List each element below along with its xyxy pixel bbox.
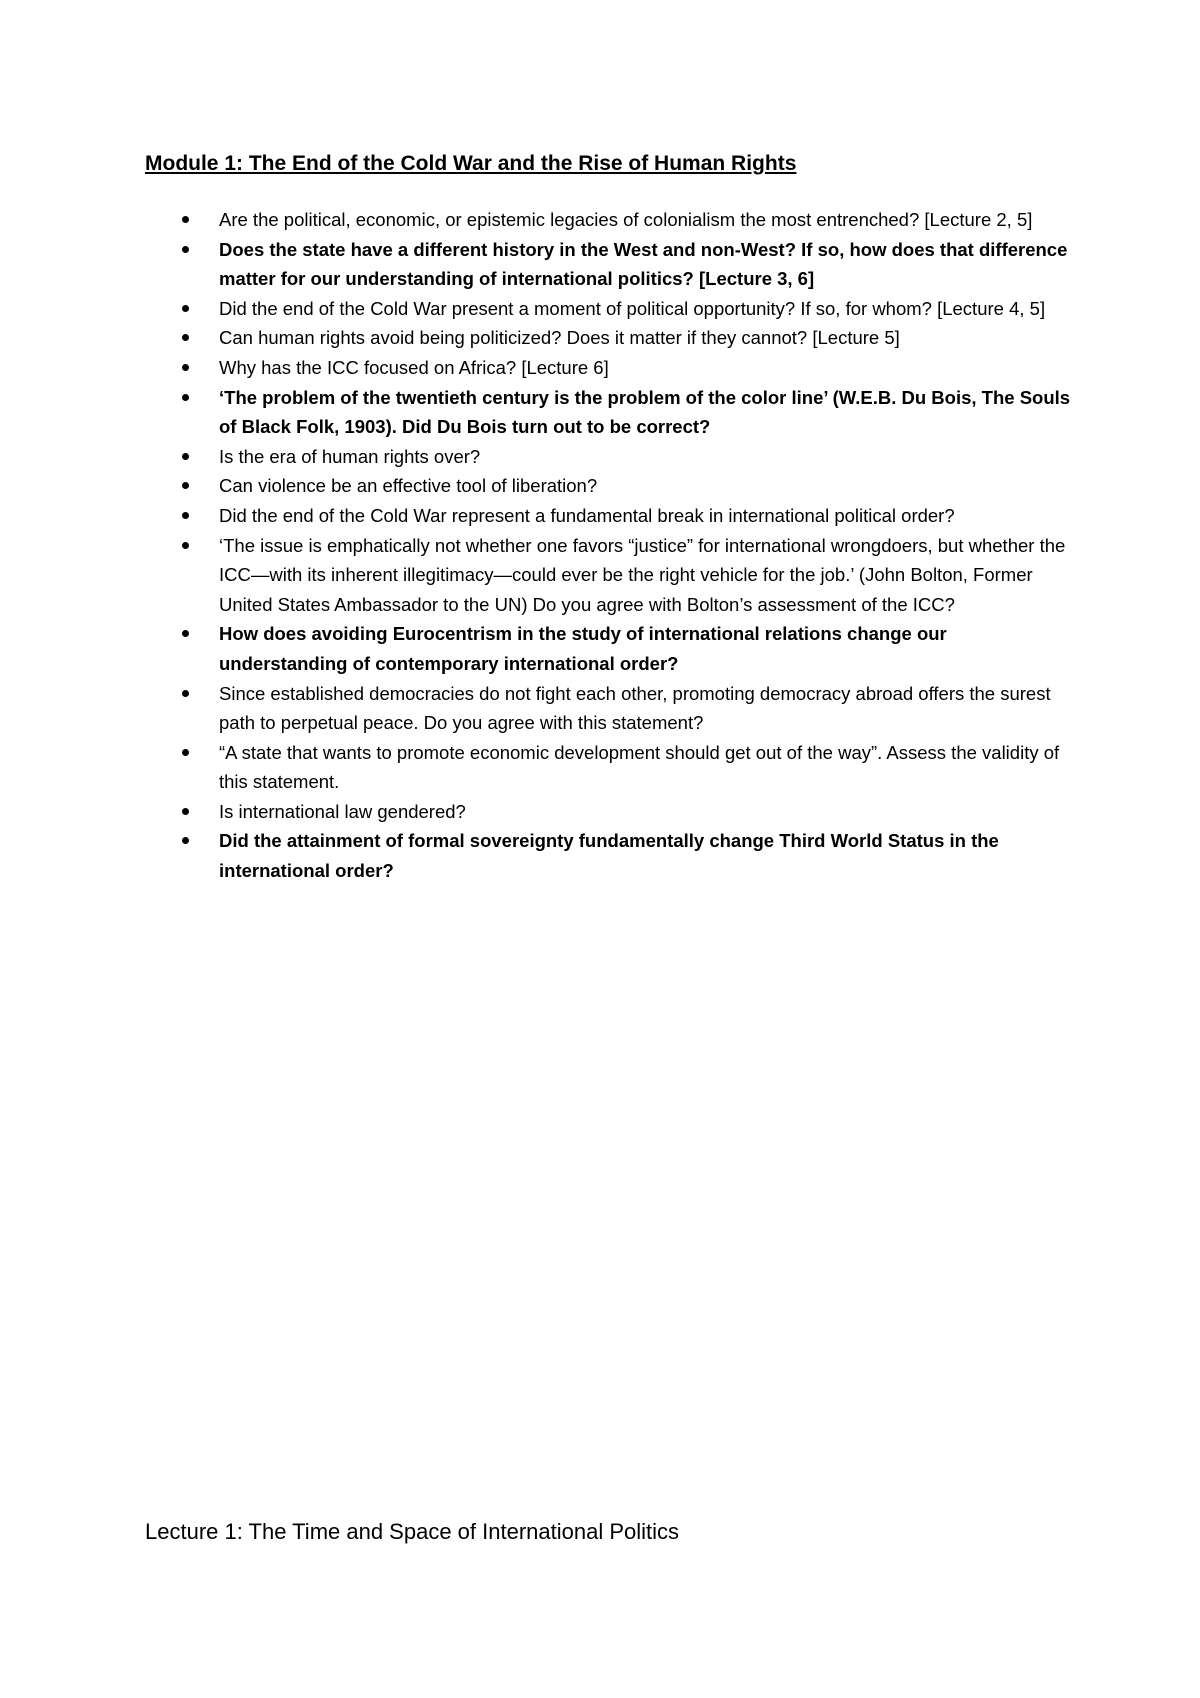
question-text: Does the state have a different history in the West and non-West? If so, how does that difference matter for our understanding of international politics? [Lecture 3, 6] [219,238,1068,290]
question-text: Did the end of the Cold War present a moment of political opportunity? If so, for whom? [Lecture 4, 5] [219,297,1046,319]
question-item [145,797,1075,827]
question-item [145,323,1075,353]
question-text: Are the political, economic, or epistemic legacies of colonialism the most entrenched? [Lecture 2, 5] [219,209,1033,230]
question-item [145,205,1075,235]
question-text: ‘The issue is emphatically not whether one favors “justice” for international wrongdoers, but whether the ICC—with its inherent illegitimacy—could ever be the right vehicle for the job.’ (John Bolton, Former United States Ambassador to the UN) Do you agree with Bolton’s assessment of the ICC? [219,534,1066,615]
question-item [145,619,1075,678]
bullet-icon [182,334,189,341]
bullet-icon [182,630,189,637]
question-item [145,235,1075,294]
module-title: Module 1: The End of the Cold War and the Rise of Human Rights [145,152,797,175]
question-text: Did the end of the Cold War represent a fundamental break in international political order? [219,504,955,526]
bullet-icon [182,837,189,844]
bullet-icon [182,453,189,460]
question-list [145,205,1075,886]
bullet-icon [182,246,189,253]
question-text: “A state that wants to promote economic development should get out of the way”. Assess the validity of this statement. [219,741,1060,793]
question-item [145,501,1075,531]
question-item [145,294,1075,324]
question-item [145,353,1075,383]
question-text: How does avoiding Eurocentrism in the study of international relations change our understanding of contemporary international order? [219,623,947,674]
bullet-icon [182,542,189,549]
bullet-icon [182,305,189,312]
lecture-title: Lecture 1: The Time and Space of International Politics [145,1519,680,1544]
bullet-icon [182,690,189,697]
question-item [145,738,1075,797]
bullet-icon [182,216,189,223]
question-text: Is international law gendered? [219,800,466,822]
bullet-icon [182,482,189,489]
question-item [145,442,1075,472]
bullet-icon [182,394,189,401]
bullet-icon [182,512,189,519]
question-text: Since established democracies do not fight each other, promoting democracy abroad offers the surest path to perpetual peace. Do you agree with this statement? [219,682,1051,734]
question-text: Did the attainment of formal sovereignty fundamentally change Third World Status in the international order? [219,830,999,882]
bullet-icon [182,808,189,815]
question-text: Is the era of human rights over? [219,445,481,467]
question-text: Why has the ICC focused on Africa? [Lecture 6] [219,356,609,378]
bullet-icon [182,749,189,756]
question-item [145,826,1075,885]
question-text: ‘The problem of the twentieth century is the problem of the color line’ (W.E.B. Du Bois, The Souls of Black Folk, 1903). Did Du Bois turn out to be correct? [219,386,1071,438]
question-item [145,679,1075,738]
question-text: Can human rights avoid being politicized? Does it matter if they cannot? [Lecture 5] [219,327,900,349]
bullet-icon [182,364,189,371]
question-item [145,471,1075,501]
question-text: Can violence be an effective tool of liberation? [219,475,598,497]
question-item [145,531,1075,620]
question-item [145,383,1075,442]
